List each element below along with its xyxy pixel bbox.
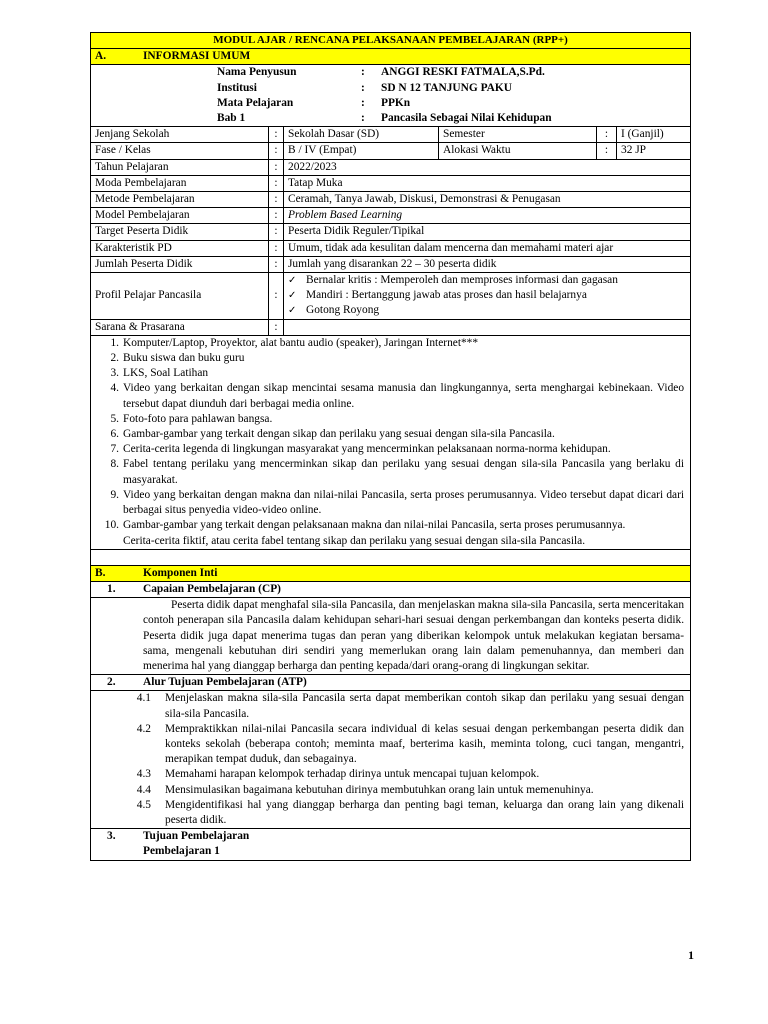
item-text: Gambar-gambar yang terkait dengan sikap dan perilaku yang sesuai dengan sila-sila Pancasila.: [123, 428, 555, 441]
check-icon: ✓: [288, 305, 297, 317]
info-value: 32 JP: [617, 143, 691, 159]
list-item: [95, 767, 684, 782]
header-info-row: [217, 96, 686, 111]
item-text: Cerita-cerita legenda di lingkungan masyarakat yang mencerminkan pelaksanaan norma-norma kehidupan.: [123, 443, 611, 456]
item-number: 3.: [110, 367, 119, 380]
info-row: [91, 208, 691, 224]
cp-number: 1.: [107, 582, 116, 595]
header-info-row: [217, 111, 686, 126]
item-number: 4.: [110, 382, 119, 395]
item-text: LKS, Soal Latihan: [123, 367, 209, 380]
header-label: Nama Penyusun: [217, 66, 297, 79]
info-label: Model Pembelajaran: [91, 208, 269, 224]
colon: :: [269, 208, 284, 224]
info-value: Umum, tidak ada kesulitan dalam mencerna dan memahami materi ajar: [284, 240, 691, 256]
cp-heading: [91, 581, 691, 597]
info-row: [91, 192, 691, 208]
item-number: 6.: [110, 428, 119, 441]
colon: :: [597, 143, 617, 159]
check-icon: ✓: [288, 290, 297, 302]
list-item: [95, 442, 684, 457]
info-row: [91, 175, 691, 191]
colon: :: [269, 127, 284, 143]
header-info-block: [91, 65, 691, 127]
document-title: MODUL AJAR / RENCANA PELAKSANAAN PEMBELAJARAN (RPP+): [91, 33, 691, 49]
sarana-row: [91, 319, 691, 335]
item-text: Mengidentifikasi hal yang dianggap berharga dan penting bagi teman, keluarga dan orang lain yang dikenali peserta didik.: [165, 798, 685, 826]
info-value: Ceramah, Tanya Jawab, Diskusi, Demonstrasi & Penugasan: [284, 192, 691, 208]
section-b-heading: [91, 565, 691, 581]
header-label: Institusi: [217, 81, 257, 94]
header-value: PPKn: [381, 96, 411, 109]
item-number: 9.: [110, 488, 119, 501]
section-a-label: INFORMASI UMUM: [143, 50, 251, 63]
spacer-row: [91, 549, 691, 565]
check-icon: ✓: [288, 275, 297, 287]
section-a-letter: A.: [95, 50, 107, 63]
tujuan-sub: Pembelajaran 1: [143, 845, 220, 858]
info-label: Alokasi Waktu: [439, 143, 597, 159]
info-value: Problem Based Learning: [284, 208, 691, 224]
item-text: Gambar-gambar yang terkait dengan pelaksanaan makna dan nilai-nilai Pancasila, serta proses perumusannya.: [123, 519, 626, 532]
cp-label: Capaian Pembelajaran (CP): [143, 582, 281, 595]
info-label: Profil Pelajar Pancasila: [91, 273, 269, 320]
info-value: B / IV (Empat): [284, 143, 439, 159]
item-number: 1.: [110, 336, 119, 349]
item-number: 2.: [110, 352, 119, 365]
info-row: [91, 224, 691, 240]
colon: :: [597, 127, 617, 143]
info-label: Moda Pembelajaran: [91, 175, 269, 191]
info-row: [91, 240, 691, 256]
list-item: [95, 488, 684, 518]
atp-heading: [91, 675, 691, 691]
item-text: Buku siswa dan buku guru: [123, 352, 245, 365]
jenjang-row: [91, 127, 691, 143]
colon: :: [361, 81, 365, 94]
tujuan-label: Tujuan Pembelajaran: [143, 830, 250, 843]
list-item: [95, 798, 684, 828]
info-label: Metode Pembelajaran: [91, 192, 269, 208]
item-number: 4.5: [136, 798, 151, 811]
atp-label: Alur Tujuan Pembelajaran (ATP): [143, 676, 307, 689]
colon: :: [361, 66, 365, 79]
rpp-table: [90, 32, 691, 861]
list-item: [95, 722, 684, 768]
header-label: Mata Pelajaran: [217, 96, 294, 109]
colon: :: [361, 112, 365, 125]
list-item: [95, 518, 684, 533]
item-text: Cerita-cerita fiktif, atau cerita fabel tentang sikap dan perilaku yang sesuai dengan sila-sila Pancasila.: [123, 534, 586, 547]
list-item: [95, 457, 684, 487]
profil-row: [91, 273, 691, 320]
item-text: Menjelaskan makna sila-sila Pancasila serta dapat memberikan contoh sikap dan perilaku yang sesuai dengan sila-sila Pancasila.: [165, 692, 685, 720]
colon: :: [269, 319, 284, 335]
info-value: 2022/2023: [284, 159, 691, 175]
profil-item-text: Bernalar kritis : Memperoleh dan memproses informasi dan gagasan: [306, 274, 618, 287]
colon: :: [269, 159, 284, 175]
colon: :: [269, 192, 284, 208]
fase-row: [91, 143, 691, 159]
list-item: [95, 783, 684, 798]
sarana-list-cell: [91, 335, 691, 549]
colon: :: [269, 224, 284, 240]
info-label: Karakteristik PD: [91, 240, 269, 256]
item-text: Mensimulasikan bagaimana kebutuhan dirinya membutuhkan orang lain untuk memenuhinya.: [165, 783, 594, 796]
item-text: Video yang berkaitan dengan sikap mencintai sesama manusia dan lingkungannya, serta menghargai kebinekaan. Video tersebut dapat diunduh dari berbagai media online.: [123, 382, 685, 410]
info-value: I (Ganjil): [617, 127, 691, 143]
item-text: Komputer/Laptop, Proyektor, alat bantu audio (speaker), Jaringan Internet***: [123, 336, 479, 349]
cp-body: [91, 598, 691, 675]
list-item: [288, 303, 686, 318]
item-number: 8.: [110, 458, 119, 471]
profil-item-text: Gotong Royong: [306, 304, 380, 317]
info-value: Peserta Didik Reguler/Tipikal: [284, 224, 691, 240]
atp-list: [95, 691, 684, 828]
list-item: [95, 351, 684, 366]
item-number: 4.3: [136, 768, 151, 781]
item-number: 4.4: [136, 783, 151, 796]
item-text: Fabel tentang perilaku yang mencerminkan sikap dan perilaku yang sesuai dengan sila-sila Pancasila yang berlaku di masyarakat.: [123, 458, 685, 486]
profil-list: [288, 273, 686, 319]
info-label: Sarana & Prasarana: [91, 319, 269, 335]
document-page: [90, 32, 690, 861]
atp-body: [91, 691, 691, 829]
tujuan-number: 3.: [107, 830, 116, 843]
info-label: Target Peserta Didik: [91, 224, 269, 240]
header-value: SD N 12 TANJUNG PAKU: [381, 81, 512, 94]
header-value: Pancasila Sebagai Nilai Kehidupan: [381, 112, 552, 125]
item-number: 10.: [104, 519, 119, 532]
item-number: 4.1: [136, 692, 151, 705]
list-item: [288, 273, 686, 288]
list-item: [95, 427, 684, 442]
info-label: Jenjang Sekolah: [91, 127, 269, 143]
profil-item-text: Mandiri : Bertanggung jawab atas proses dan hasil belajarnya: [306, 289, 587, 302]
info-value: Jumlah yang disarankan 22 – 30 peserta didik: [284, 256, 691, 272]
list-item: [95, 691, 684, 721]
colon: :: [269, 175, 284, 191]
header-info-row: [217, 65, 686, 80]
list-item: [95, 534, 684, 549]
cp-text: Peserta didik dapat menghafal sila-sila Pancasila, dan menjelaskan makna sila-sila Pancasila, serta menceritakan contoh penerapan sila Pancasila dalam kehidupan sehari-hari sesuai dengan perkembangan dan konteks peserta didik. Peserta didik juga dapat menerima tugas dan peran yang diberikan kelompok untuk melakukan kegiatan bersama-sama, mengenali kebutuhan diri sendiri yang memerlukan orang lain dalam pemenuhannya, dan memberi dan menerima hal yang dianggap berharga dan penting kepada/dari orang-orang di lingkungan sekitar.: [143, 599, 685, 672]
info-label: Fase / Kelas: [91, 143, 269, 159]
colon: :: [269, 143, 284, 159]
list-item: [95, 336, 684, 351]
info-value: Sekolah Dasar (SD): [284, 127, 439, 143]
section-b-label: Komponen Inti: [143, 566, 218, 579]
item-text: Memahami harapan kelompok terhadap dirinya untuk mencapai tujuan kelompok.: [165, 768, 540, 781]
header-info-row: [217, 81, 686, 96]
item-number: 5.: [110, 412, 119, 425]
info-row: [91, 256, 691, 272]
section-b-letter: B.: [95, 566, 106, 579]
info-row: [91, 159, 691, 175]
info-label: Semester: [439, 127, 597, 143]
header-label: Bab 1: [217, 112, 246, 125]
info-label: Tahun Pelajaran: [91, 159, 269, 175]
list-item: [95, 412, 684, 427]
item-text: Video yang berkaitan dengan makna dan nilai-nilai Pancasila, serta proses perumusannya. Video tersebut dapat dicari dari berbagai situs penyedia video-video online.: [123, 488, 685, 517]
colon: :: [361, 96, 365, 109]
list-item: [288, 288, 686, 303]
item-number: 7.: [110, 443, 119, 456]
section-a-heading: [91, 49, 691, 65]
item-text: Mempraktikkan nilai-nilai Pancasila secara individual di kelas sesuai dengan perkembangan peserta didik dan konteks sekolah (beberapa contoh; meminta maaf, berterima kasih, meminta tolong, cuci tangan, mengantri, merapikan tempat duduk, dan sebagainya.: [165, 722, 685, 766]
colon: :: [269, 240, 284, 256]
info-value: Tatap Muka: [284, 175, 691, 191]
item-number: 4.2: [136, 722, 151, 735]
colon: :: [269, 273, 284, 320]
atp-number: 2.: [107, 676, 116, 689]
list-item: [95, 366, 684, 381]
colon: :: [269, 256, 284, 272]
header-value: ANGGI RESKI FATMALA,S.Pd.: [381, 66, 545, 79]
tujuan-heading: [91, 829, 691, 860]
list-item: [95, 381, 684, 411]
item-text: Foto-foto para pahlawan bangsa.: [123, 412, 273, 425]
sarana-list: [95, 336, 684, 549]
info-label: Jumlah Peserta Didik: [91, 256, 269, 272]
page-number: 1: [688, 948, 694, 962]
